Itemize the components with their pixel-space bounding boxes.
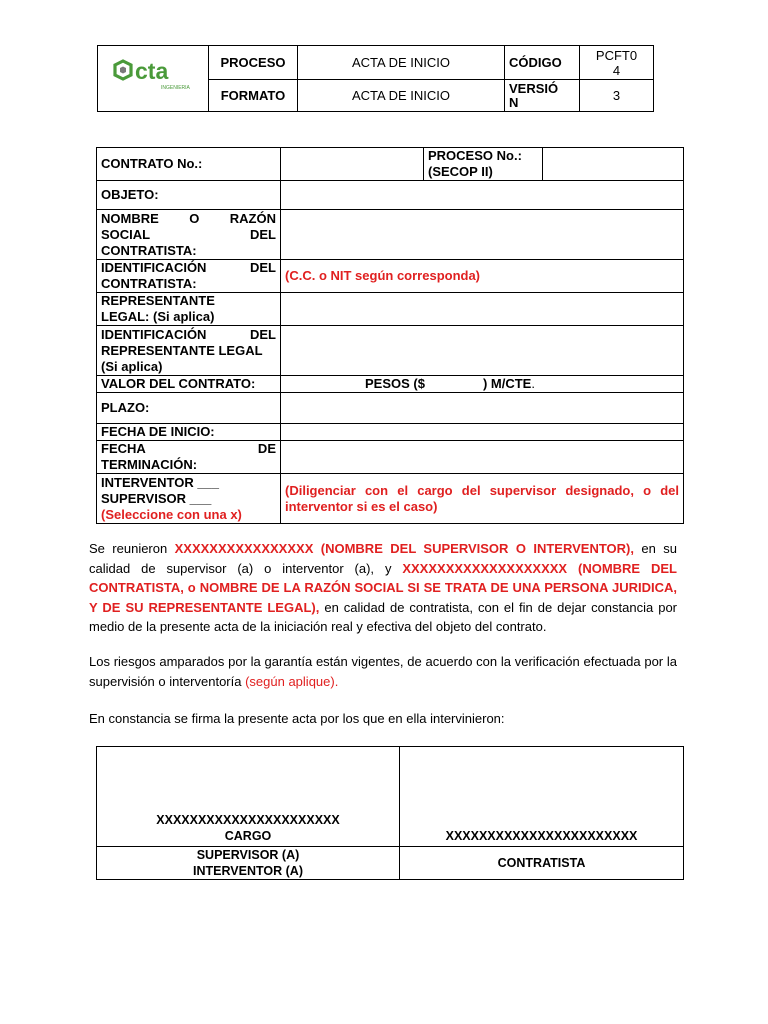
identificacion-representante-field[interactable] — [281, 326, 684, 376]
logo-text: cta — [135, 58, 169, 84]
supervisor-option[interactable]: SUPERVISOR ___ — [101, 490, 212, 506]
proceso-no-label: PROCESO No.: (SECOP II) — [424, 148, 543, 181]
proceso-value: ACTA DE INICIO — [298, 46, 505, 80]
signature-right-role: CONTRATISTA — [400, 847, 684, 880]
formato-value: ACTA DE INICIO — [298, 80, 505, 112]
logo-subtext: INGENIERIA — [161, 85, 190, 91]
valor-contrato-label: VALOR DEL CONTRATO: — [97, 376, 281, 393]
plazo-field[interactable] — [281, 393, 684, 424]
interventor-supervisor-field[interactable]: (Diligenciar con el cargo del supervisor designado, o del interventor si es el caso) — [281, 474, 684, 524]
contrato-label: CONTRATO No.: — [97, 148, 281, 181]
signature-left-name: XXXXXXXXXXXXXXXXXXXXXX — [156, 813, 340, 827]
header-table — [97, 45, 654, 112]
codigo-label: CÓDIGO — [505, 46, 580, 80]
fecha-terminacion-label: FECHA DE TERMINACIÓN: — [97, 441, 281, 474]
proceso-no-field[interactable] — [543, 148, 684, 181]
plazo-label: PLAZO: — [97, 393, 281, 424]
signature-left-cell[interactable] — [97, 747, 400, 847]
version-value: 3 — [580, 80, 654, 112]
paragraph-constancia: En constancia se firma la presente acta por los que en ella intervinieron: — [89, 711, 505, 726]
objeto-field[interactable] — [281, 181, 684, 210]
proceso-label: PROCESO — [209, 46, 298, 80]
logo-cell — [98, 46, 209, 112]
contrato-value-field[interactable] — [281, 148, 424, 181]
identificacion-representante-label: IDENTIFICACIÓN DEL REPRESENTANTE LEGAL (Si aplica) — [97, 326, 281, 376]
interventor-supervisor-label: INTERVENTOR ___ SUPERVISOR ___ (Seleccione con una x) — [97, 474, 281, 524]
paragraph-reunion: Se reunieron XXXXXXXXXXXXXXXX (NOMBRE DEL SUPERVISOR O INTERVENTOR), en su calidad de supervisor (a) o interventor (a), y XXXXXXXXXXXXXXXXXXX (NOMBRE DEL CONTRATISTA, o NOMBRE DE LA RAZÓN SOCIAL SI SE TRATA DE UNA PERSONA JURIDICA, Y DE SU REPRESENTANTE LEGAL), en calidad de contratista, con el fin de dejar constancia por medio de la presente acta de la iniciación real y efectiva del objeto del contrato. — [89, 541, 677, 634]
company-logo — [105, 53, 201, 101]
objeto-label: OBJETO: — [97, 181, 281, 210]
fecha-inicio-label: FECHA DE INICIO: — [97, 424, 281, 441]
nombre-contratista-label: NOMBRE O RAZÓN SOCIAL DEL CONTRATISTA: — [97, 210, 281, 260]
paragraph-riesgos: Los riesgos amparados por la garantía están vigentes, de acuerdo con la verificación efectuada por la supervisión o interventoría (según aplique). — [89, 654, 677, 689]
identificacion-contratista-label: IDENTIFICACIÓN DEL CONTRATISTA: — [97, 260, 281, 293]
version-label: VERSIÓ N — [505, 80, 580, 112]
formato-label: FORMATO — [209, 80, 298, 112]
interventor-option[interactable]: INTERVENTOR ___ — [101, 474, 220, 490]
fecha-inicio-field[interactable] — [281, 424, 684, 441]
representante-legal-label: REPRESENTANTE LEGAL: (Si aplica) — [97, 293, 281, 326]
contract-table — [96, 147, 684, 524]
codigo-value: PCFT0 4 — [580, 46, 654, 80]
signature-left-cargo: CARGO — [224, 829, 272, 843]
signature-table — [96, 746, 684, 880]
signature-right-name: XXXXXXXXXXXXXXXXXXXXXXX — [445, 829, 638, 843]
valor-contrato-field[interactable]: PESOS ($ ) M/CTE. — [281, 376, 684, 393]
signature-right-cell[interactable] — [400, 747, 684, 847]
identificacion-contratista-field[interactable]: (C.C. o NIT según corresponda) — [281, 260, 684, 293]
signature-left-role: SUPERVISOR (A) INTERVENTOR (A) — [97, 847, 400, 880]
representante-legal-field[interactable] — [281, 293, 684, 326]
fecha-terminacion-field[interactable] — [281, 441, 684, 474]
nombre-contratista-field[interactable] — [281, 210, 684, 260]
